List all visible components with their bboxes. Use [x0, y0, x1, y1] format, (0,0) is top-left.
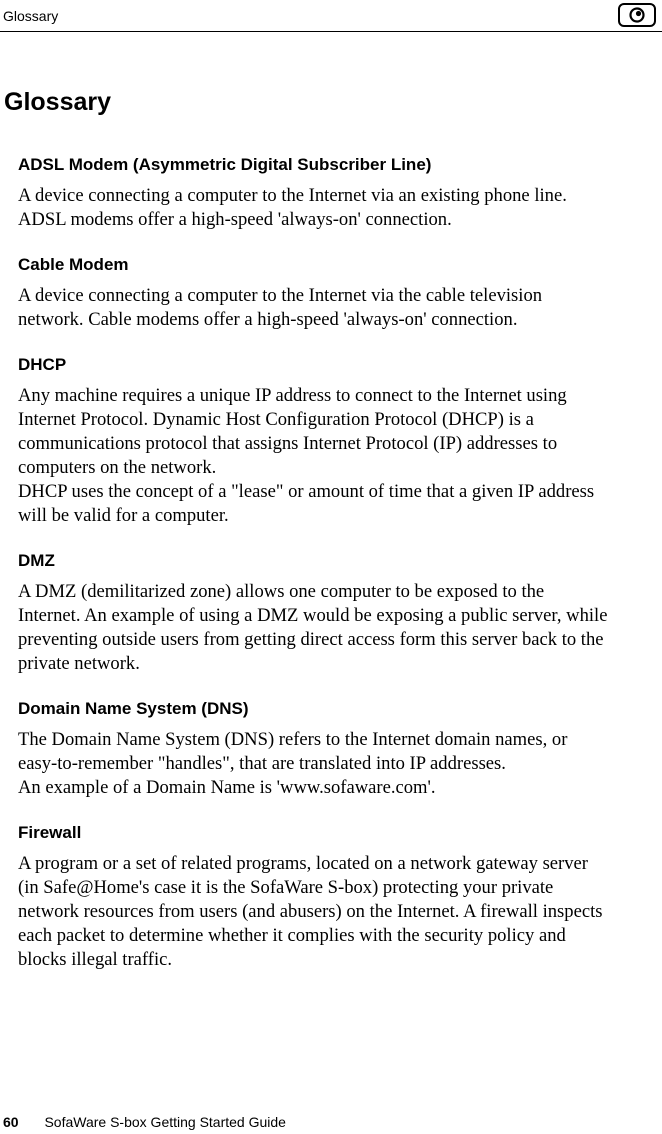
glossary-definition: A DMZ (demilitarized zone) allows one computer to be exposed to the Internet. An example of using a DMZ would be exposing a public server, while preventing outside users from getting direct access form this server back to the private network.: [18, 581, 608, 674]
page-number: 60: [3, 1114, 19, 1130]
glossary-entry-cable-modem: [18, 254, 662, 332]
glossary-entry-adsl-modem: [18, 154, 662, 232]
glossary-term: Firewall: [18, 823, 82, 842]
glossary-entry-dhcp: [18, 354, 662, 528]
page-footer: [3, 1114, 286, 1130]
glossary-term: DMZ: [18, 551, 55, 570]
glossary-term: DHCP: [18, 355, 67, 374]
guide-title: SofaWare S-box Getting Started Guide: [44, 1114, 286, 1130]
page-title: Glossary: [4, 88, 112, 116]
glossary-entry-dmz: [18, 550, 662, 676]
page-header: [0, 0, 662, 32]
glossary-entry-dns: [18, 698, 662, 800]
swirl-logo-icon: [618, 3, 656, 27]
glossary-definition: A device connecting a computer to the Internet via the cable television network. Cable modems offer a high-speed 'always-on' connection.: [18, 285, 543, 330]
glossary-definition: Any machine requires a unique IP address to connect to the Internet using Internet Protocol. Dynamic Host Configuration Protocol (DHCP) is a communications protocol that assigns Internet Protocol (IP) addresses to computers on the network. DHCP uses the concept of a "lease" or amount of time that a given IP address will be valid for a computer.: [18, 385, 595, 526]
glossary-term: ADSL Modem (Asymmetric Digital Subscriber Line): [18, 155, 432, 174]
header-title: Glossary: [3, 8, 59, 24]
glossary-definition: The Domain Name System (DNS) refers to the Internet domain names, or easy-to-remember "handles", that are translated into IP addresses. An example of a Domain Name is 'www.sofaware.com'.: [18, 729, 568, 798]
glossary-definition: A device connecting a computer to the Internet via an existing phone line. ADSL modems offer a high-speed 'always-on' connection.: [18, 185, 567, 230]
glossary-list: [18, 154, 662, 994]
glossary-term: Domain Name System (DNS): [18, 699, 249, 718]
glossary-term: Cable Modem: [18, 255, 129, 274]
glossary-definition: A program or a set of related programs, located on a network gateway server (in Safe@Home's case it is the SofaWare S-box) protecting your private network resources from users (and abusers) on the Internet. A firewall inspects each packet to determine whether it complies with the security policy and blocks illegal traffic.: [18, 853, 603, 970]
glossary-entry-firewall: [18, 822, 662, 972]
